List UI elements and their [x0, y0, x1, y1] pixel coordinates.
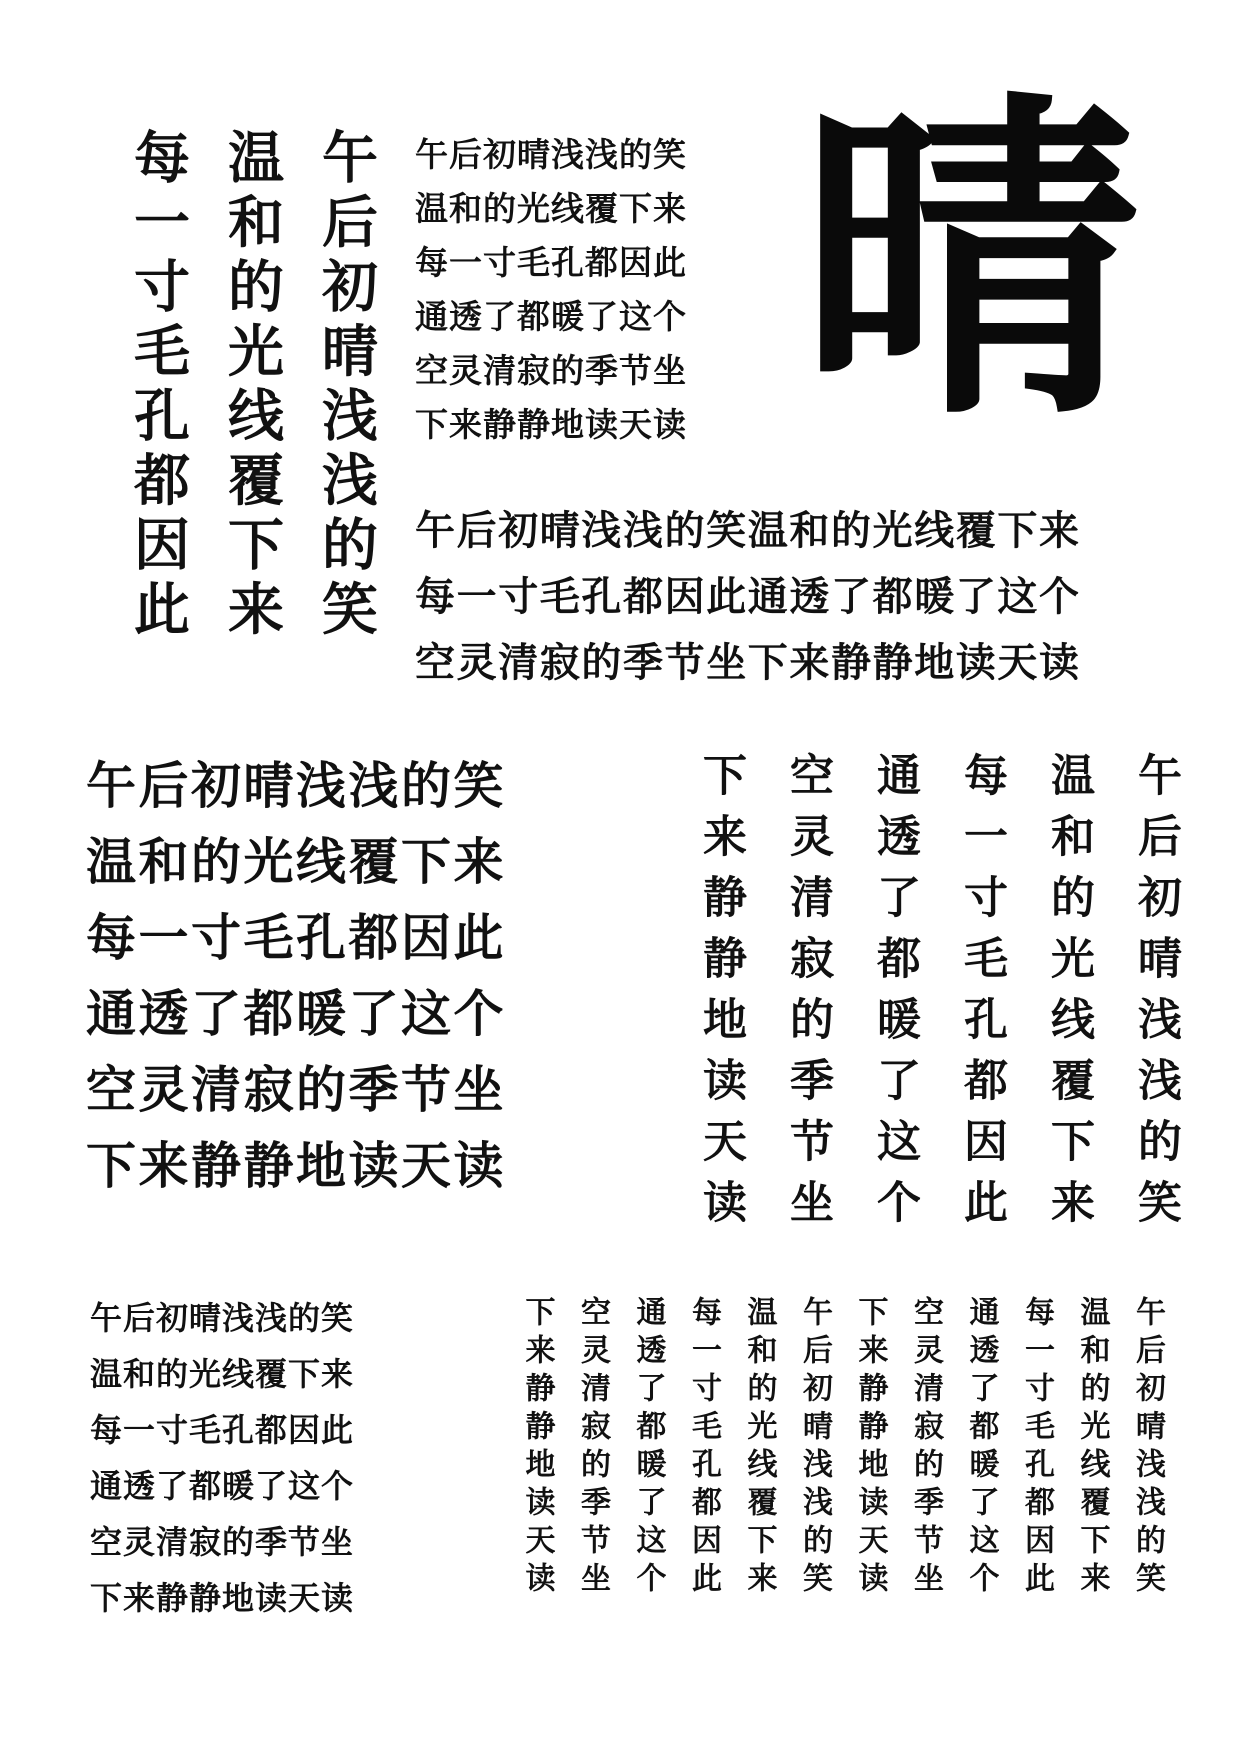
poem-line: 空灵清寂的季节坐下来静静地读天读	[415, 639, 1081, 686]
vertical-column: 下来静静地读天读	[519, 1296, 555, 1600]
poem-line: 通透了都暖了这个	[86, 984, 506, 1043]
vertical-column: 下来静静地读天读	[852, 1296, 888, 1600]
poem-line: 午后初晴浅浅的笑温和的光线覆下来	[415, 507, 1081, 554]
horizontal-poem-wide	[415, 498, 1081, 696]
display-character: 晴	[800, 62, 1140, 461]
poem-line: 下来静静地读天读	[90, 1579, 355, 1617]
poem-line: 午后初晴浅浅的笑	[86, 756, 506, 815]
vertical-column: 通透了都暖了这个	[630, 1296, 666, 1600]
horizontal-poem-small-bottom	[90, 1290, 354, 1626]
poem-line: 温和的光线覆下来	[86, 832, 506, 891]
vertical-column: 午后初晴浅浅的笑	[313, 128, 379, 644]
poem-line: 下来静静地读天读	[415, 405, 687, 444]
poem-line: 温和的光线覆下来	[90, 1355, 355, 1393]
poem-line: 通透了都暖了这个	[90, 1467, 355, 1505]
poem-line: 午后初晴浅浅的笑	[90, 1299, 355, 1337]
vertical-column: 空灵清寂的季节坐	[575, 1296, 610, 1600]
vertical-column: 午后初晴浅浅的笑	[797, 1296, 832, 1600]
horizontal-poem-large	[86, 748, 506, 1204]
poem-line: 通透了都暖了这个	[415, 297, 687, 336]
vertical-column: 午后初晴浅浅的笑	[1130, 752, 1181, 1240]
vertical-column: 通透了都暖了这个	[869, 752, 920, 1240]
poem-line: 空灵清寂的季节坐	[415, 351, 687, 390]
poem-line: 每一寸毛孔都因此通透了都暖了这个	[415, 573, 1081, 620]
vertical-column: 每一寸毛孔都因此	[686, 1296, 721, 1600]
horizontal-poem-small-top	[415, 128, 687, 452]
vertical-column: 温和的光线覆下来	[219, 128, 285, 644]
vertical-column: 每一寸毛孔都因此	[956, 752, 1007, 1240]
poem-line: 下来静静地读天读	[86, 1136, 506, 1195]
vertical-column: 温和的光线覆下来	[1043, 752, 1094, 1240]
poem-line: 空灵清寂的季节坐	[90, 1523, 355, 1561]
vertical-column: 每一寸毛孔都因此	[125, 128, 191, 644]
poem-line: 温和的光线覆下来	[415, 189, 687, 228]
vertical-column: 通透了都暖了这个	[963, 1296, 999, 1600]
vertical-column: 空灵清寂的季节坐	[782, 752, 833, 1240]
poem-line: 每一寸毛孔都因此	[90, 1411, 355, 1449]
vertical-column: 午后初晴浅浅的笑	[1130, 1296, 1165, 1600]
vertical-poem-small	[496, 1296, 1165, 1600]
vertical-poem-medium	[655, 752, 1181, 1240]
vertical-column: 每一寸毛孔都因此	[1019, 1296, 1054, 1600]
vertical-column: 温和的光线覆下来	[741, 1296, 777, 1600]
vertical-poem-large-topleft	[92, 128, 379, 644]
poem-line: 午后初晴浅浅的笑	[415, 135, 687, 174]
poem-line: 每一寸毛孔都因此	[86, 908, 506, 967]
vertical-column: 下来静静地读天读	[695, 752, 746, 1240]
poem-line: 每一寸毛孔都因此	[415, 243, 687, 282]
vertical-column: 温和的光线覆下来	[1074, 1296, 1110, 1600]
poem-line: 空灵清寂的季节坐	[86, 1060, 506, 1119]
vertical-column: 空灵清寂的季节坐	[908, 1296, 943, 1600]
